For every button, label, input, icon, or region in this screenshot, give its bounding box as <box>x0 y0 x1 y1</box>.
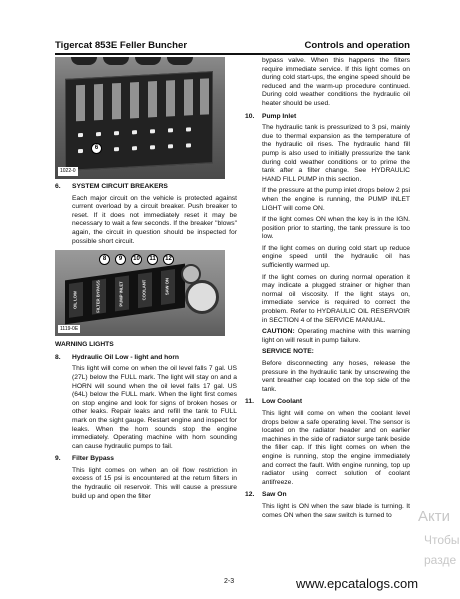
paragraph: Before disconnecting any hoses, release the pressure in the hydraulic tank by unscrewing the vent breather cap located on the top side of the tank. <box>262 360 410 393</box>
paragraph: If the light comes on during cold start up reduce engine speed until the hydraulic oil has sufficiently warmed up. <box>262 244 410 270</box>
callout-10: 10 <box>131 254 142 265</box>
warning-light-strip <box>65 264 185 325</box>
callout-8: 8 <box>99 254 110 265</box>
paragraph: The hydraulic tank is pressurized to 3 psi, mainly due to thermal expansion as the temperature of the hydraulic oil rises. The hydraulic hand fill pump is also used to initially pressurize the tank during cold weather conditions or to prime the tank after a filter change. See HYDRAULIC HAND FILL PUMP in this section. <box>262 124 410 183</box>
breaker-button <box>114 131 119 135</box>
overlay-text: Чтобы <box>424 533 460 547</box>
breaker-button <box>96 132 101 136</box>
breaker-button <box>150 129 155 133</box>
breaker-button <box>168 144 173 148</box>
left-column <box>55 57 237 501</box>
knob <box>135 57 161 65</box>
continued-text <box>245 57 410 109</box>
breaker-button <box>132 130 137 134</box>
section-8-body <box>55 365 237 451</box>
paragraph: bypass valve. When this happens the filters require immediate service. If this light comes on during cold start-ups, the engine speed should be reduced and the warm-up procedure continued. During cold weather conditions the hydraulic oil heater should be used. <box>262 57 410 107</box>
knob <box>167 57 193 65</box>
callout-11: 11 <box>147 254 158 265</box>
circuit-breaker-photo <box>55 57 225 179</box>
section-number: 11. <box>245 398 254 406</box>
photo-id: 1022-0 <box>60 168 76 175</box>
paragraph: This light will come on when the coolant level drops below a safe operating level. The sensor is located on the radiator header and on earlier machines in the side of radiator surge tank beside the filler cap. If this light comes on when the engine is running, stop the engine immediately and correct the fault. With engine running, top up radiator using correct solution of coolant antifreeze. <box>262 409 410 486</box>
section-title: Low Coolant <box>262 398 303 406</box>
breaker-label <box>76 85 85 121</box>
paragraph: If the pressure at the pump inlet drops below 2 psi when the engine is running, the PUMP INLET LIGHT will come ON. <box>262 187 410 212</box>
section-title: SYSTEM CIRCUIT BREAKERS <box>72 183 168 190</box>
breaker-label <box>94 84 103 120</box>
section-title: Hydraulic Oil Low - light and horn <box>72 353 179 361</box>
paragraph: This light is ON when the saw blade is turning. It comes ON when the saw switch is turned to <box>262 502 410 519</box>
breaker-label <box>112 83 121 119</box>
light-label: OIL LOW <box>69 282 83 318</box>
caution-text: Operating machine with this warning light on will result in pump failure. <box>262 328 410 344</box>
knob <box>71 57 97 65</box>
light-label: FILTER BYPASS <box>92 279 106 315</box>
light-label: COOLANT <box>138 272 152 308</box>
breaker-button <box>114 147 119 151</box>
breaker-button <box>132 146 137 150</box>
knob <box>103 57 129 65</box>
overlay-text: Акти <box>418 508 450 525</box>
section-title: Filter Bypass <box>72 455 114 463</box>
callout-9: 9 <box>115 254 126 265</box>
section-number: 6. <box>55 183 61 190</box>
section-12-body <box>245 503 410 520</box>
section-6-body <box>55 195 237 247</box>
caution-note <box>262 328 410 345</box>
section-number: 12. <box>245 491 255 499</box>
section-6-heading <box>55 183 237 192</box>
section-11-body <box>245 410 410 487</box>
section-8-heading <box>55 354 237 363</box>
breaker-label <box>148 81 157 117</box>
paragraph: This light comes on when an oil flow restriction in excess of 15 psi is encountered at the return filters in the hydraulic oil reservoir. This will cause a pressure build up and open the filter <box>72 466 237 500</box>
watermark: www.epcatalogs.com <box>296 576 419 591</box>
breaker-label <box>130 82 139 118</box>
page-number: 2-3 <box>224 578 235 585</box>
paragraph: If the light comes ON when the key is in the IGN. position prior to starting, the tank pressure is too low. <box>262 216 410 241</box>
header-title: Tigercat 853E Feller Buncher <box>55 40 188 51</box>
breaker-panel <box>65 71 213 171</box>
section-10-heading <box>245 113 410 122</box>
section-number: 9. <box>55 455 61 463</box>
paragraph: Each major circuit on the vehicle is protected against current overload by a circuit breaker. Push breaker to reset. If it does not immediately reset it may be necessary to wait a few seconds. If the breaker "blows" again, the circuit in question should be inspected for possible short circuit. <box>72 194 237 245</box>
callout-12: 12 <box>163 254 174 265</box>
header-rule <box>55 53 410 55</box>
right-column <box>245 57 410 520</box>
section-9-heading <box>55 455 237 464</box>
breaker-label <box>200 78 209 114</box>
gauge <box>185 280 219 314</box>
breaker-label <box>184 79 193 115</box>
breaker-button <box>150 145 155 149</box>
section-number: 10. <box>245 112 255 120</box>
warning-lights-photo <box>55 250 225 336</box>
section-title: Saw On <box>262 491 287 499</box>
overlay-text: разде <box>424 553 457 567</box>
breaker-button <box>168 128 173 132</box>
photo-id: 1119-0E <box>60 325 79 332</box>
breaker-button <box>78 133 83 137</box>
paragraph: This light will come on when the oil level falls 7 gal. US (27L) below the FULL mark. The light will stay on and a HORN will sound when the oil level falls 17 gal. US (64L) below the FULL mark. When the light first comes on stop engine and look for signs of broken hoses or other leaks. Repair leaks and refill the tank to FULL mark on the sight gauge. Restart engine and inspect for leaks. When the horn sounds stop the engine immediately. Operating machine with horn sounding can cause hydraulic pumps to fail. <box>72 365 237 450</box>
light-label: PUMP INLET <box>115 276 129 312</box>
breaker-button <box>186 127 191 131</box>
section-title: Pump Inlet <box>262 112 297 120</box>
callout-6: 6 <box>91 143 102 154</box>
warning-lights-heading: WARNING LIGHTS <box>55 341 114 349</box>
breaker-label <box>166 80 175 116</box>
section-11-heading <box>245 398 410 407</box>
header-section: Controls and operation <box>304 40 410 51</box>
caution-label: CAUTION: <box>262 328 295 336</box>
service-note-label: SERVICE NOTE: <box>262 348 314 356</box>
breaker-button <box>78 149 83 153</box>
section-number: 8. <box>55 353 61 361</box>
breaker-button <box>186 143 191 147</box>
section-10-body <box>245 124 410 394</box>
paragraph: If the light comes on during normal operation it may indicate a plugged strainer or higher than normal oil viscosity. If the light stays on, immediate service is required to correct the problem. Refer to HYDRAULIC OIL RESERVOIR in SECTION 4 of the SERVICE MANUAL. <box>262 273 410 324</box>
light-label: SAW ON <box>161 269 175 305</box>
section-12-heading <box>245 491 410 500</box>
section-9-body <box>55 467 237 501</box>
